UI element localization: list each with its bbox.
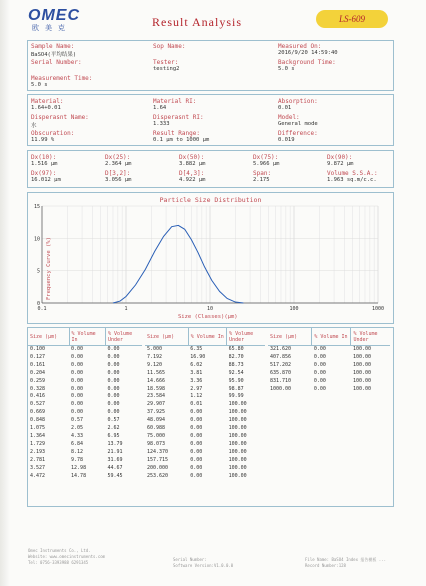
table-cell: 82.70: [228, 353, 244, 360]
table-cell: 98.87: [228, 385, 244, 392]
column-header: % Volume In: [188, 328, 226, 346]
material-ri-label: Material RI:: [153, 98, 197, 105]
table-cell: 0.00: [107, 377, 120, 384]
dx10-label: Dx(10):: [31, 154, 57, 161]
column-header: Size (μm): [268, 328, 312, 346]
table-cell: 6.95: [107, 432, 120, 439]
table-row: [145, 386, 265, 394]
table-row: [145, 417, 265, 425]
table-cell: 16.90: [190, 353, 206, 360]
table-cell: 0.127: [30, 353, 46, 360]
table-cell: 0.00: [190, 448, 203, 455]
measurement-time-label: Measurement Time:: [31, 75, 93, 82]
table-row: [145, 457, 265, 465]
table-row: [145, 465, 265, 473]
table-cell: 31.69: [107, 456, 123, 463]
dx25-value: 2.364 μm: [105, 161, 132, 167]
table-row: [145, 378, 265, 386]
material-panel: [27, 94, 394, 146]
table-cell: 100.00: [352, 377, 371, 384]
table-cell: 0.00: [71, 346, 84, 352]
table-cell: 2.97: [190, 385, 203, 392]
table-cell: 0.00: [107, 369, 120, 376]
table-row: [28, 346, 142, 354]
dx10-value: 1.516 μm: [31, 161, 58, 167]
dispersant-ri-value: 1.333: [153, 121, 170, 127]
table-row: [145, 433, 265, 441]
table-cell: 0.00: [107, 353, 120, 360]
d43-value: 4.922 μm: [179, 177, 206, 183]
company-logo: [28, 7, 100, 31]
table-cell: 18.598: [147, 385, 166, 392]
table-cell: 0.57: [71, 417, 84, 424]
dispersant-name-value: 水: [31, 123, 37, 129]
table-cell: 100.00: [352, 369, 371, 376]
x-tick-label: 100: [289, 306, 299, 312]
table-cell: 0.00: [107, 409, 120, 416]
sample-info-panel: [27, 40, 394, 91]
table-cell: 2.781: [30, 456, 46, 463]
column-header: Size (μm): [28, 328, 69, 346]
obscuration-label: Obscuration:: [31, 130, 75, 137]
material-ri-value: 1.64: [153, 105, 167, 111]
material-label: Material:: [31, 98, 64, 105]
table-cell: 99.99: [228, 393, 244, 400]
x-tick-label: 1: [124, 306, 128, 312]
absorption-value: 0.01: [278, 105, 292, 111]
x-tick-label: 10: [206, 306, 214, 312]
table-cell: 13.79: [107, 440, 123, 447]
table-cell: 0.00: [313, 369, 326, 376]
table-cell: 100.00: [352, 385, 371, 392]
table-header-row: [145, 328, 265, 346]
table-row: [28, 401, 142, 409]
span-label: Span:: [253, 170, 272, 177]
table-cell: 3.36: [190, 377, 203, 384]
table-cell: 95.90: [228, 377, 244, 384]
table-cell: 100.00: [352, 361, 371, 368]
table-cell: 0.416: [30, 393, 46, 400]
measurement-time-value: 5.0 s: [31, 82, 48, 88]
table-cell: 0.00: [190, 456, 203, 463]
column-header: % Volume In: [312, 328, 351, 346]
dx97-label: Dx(97):: [31, 170, 57, 177]
table-cell: 65.80: [228, 346, 244, 352]
table-row: [268, 362, 390, 370]
tester-label: Tester:: [153, 59, 179, 66]
sample-name-label: Sample Name:: [31, 43, 75, 50]
table-cell: 100.00: [352, 346, 371, 352]
column-header: % Volume In: [69, 328, 105, 346]
dx25-label: Dx(25):: [105, 154, 131, 161]
frequency-curve: [113, 225, 243, 303]
table-cell: 157.715: [147, 456, 169, 463]
table-cell: 7.192: [147, 353, 163, 360]
size-table-2: [145, 328, 265, 480]
d43-label: D[4,3]:: [179, 170, 205, 177]
table-row: [28, 362, 142, 370]
material-value: 1.64+0.01: [31, 105, 61, 111]
particle-size-chart: [28, 193, 393, 323]
background-time-value: 5.0 s: [278, 66, 295, 72]
table-cell: 60.988: [147, 425, 166, 432]
table-cell: 0.259: [30, 377, 46, 384]
table-cell: 0.161: [30, 361, 46, 368]
table-cell: 0.00: [71, 377, 84, 384]
table-cell: 12.98: [71, 464, 87, 471]
obscuration-value: 11.99 %: [31, 137, 55, 143]
model-value: General mode: [278, 121, 318, 127]
table-row: [28, 457, 142, 465]
table-cell: 0.00: [190, 425, 203, 432]
table-row: [268, 370, 390, 378]
table-cell: 6.02: [190, 361, 203, 368]
table-header-row: [268, 328, 390, 346]
table-cell: 100.00: [352, 353, 371, 360]
size-table-1: [28, 328, 142, 480]
x-tick-label: 1000: [371, 306, 385, 312]
table-row: [268, 386, 390, 394]
x-tick-label: 0.1: [37, 306, 47, 312]
table-cell: 4.33: [71, 432, 84, 439]
table-cell: 75.000: [147, 432, 166, 439]
column-header: % Volume Under: [106, 328, 143, 346]
table-cell: 100.00: [228, 432, 247, 439]
table-cell: 1.729: [30, 440, 46, 447]
table-cell: 100.00: [228, 440, 247, 447]
table-cell: 100.00: [228, 425, 247, 432]
table-row: [145, 370, 265, 378]
y-tick-label: 15: [33, 204, 40, 210]
table-header-row: [28, 328, 142, 346]
table-cell: 0.00: [190, 464, 203, 471]
table-cell: 88.73: [228, 361, 244, 368]
table-cell: 0.00: [107, 393, 120, 400]
table-row: [28, 370, 142, 378]
table-row: [145, 441, 265, 449]
footer-serial: Serial Number:: [173, 557, 207, 562]
table-cell: 0.00: [71, 409, 84, 416]
chart-panel: [27, 192, 394, 324]
sop-name-label: Sop Name:: [153, 43, 186, 50]
tester-value: testing2: [153, 66, 180, 72]
table-row: [28, 441, 142, 449]
table-cell: 37.925: [147, 409, 166, 416]
table-cell: 0.00: [71, 385, 84, 392]
table-cell: 0.01: [190, 401, 203, 408]
table-row: [145, 362, 265, 370]
logo-chinese: 欧 美 克: [32, 25, 67, 32]
model-label: Model:: [278, 114, 300, 121]
table-row: [145, 346, 265, 354]
difference-value: 0.019: [278, 137, 295, 143]
dx75-value: 5.966 μm: [253, 161, 280, 167]
d32-label: D[3,2]:: [105, 170, 131, 177]
y-axis-label: Frequency Curve (%): [46, 237, 52, 300]
x-axis-label: Size (Classes)(μm): [178, 314, 238, 320]
table-cell: 321.620: [270, 346, 292, 352]
table-row: [28, 378, 142, 386]
table-row: [145, 449, 265, 457]
table-row: [268, 346, 390, 354]
chart-title: Particle Size Distribution: [159, 196, 262, 204]
table-cell: 407.856: [270, 353, 292, 360]
volume-ssa-value: 1.963 sq.m/c.c.: [327, 177, 377, 183]
table-row: [28, 465, 142, 473]
span-value: 2.175: [253, 177, 270, 183]
statistics-panel: [27, 150, 394, 188]
table-cell: 0.669: [30, 409, 46, 416]
dx50-value: 3.882 μm: [179, 161, 206, 167]
table-row: [268, 354, 390, 362]
footer-website: Website: www.omecinstruments.com: [28, 554, 106, 559]
table-cell: 100.00: [228, 409, 247, 416]
model-badge: LS-609: [316, 10, 388, 28]
measured-on-value: 2016/9/20 14:59:40: [278, 50, 338, 56]
table-cell: 100.00: [228, 464, 247, 471]
table-cell: 8.12: [71, 448, 84, 455]
table-row: [145, 409, 265, 417]
background-time-label: Background Time:: [278, 59, 336, 66]
table-row: [28, 417, 142, 425]
table-cell: 92.54: [228, 369, 244, 376]
footer-software: Software Version:V1.0.0.0: [173, 563, 234, 568]
table-cell: 100.00: [228, 456, 247, 463]
dx90-value: 9.872 μm: [327, 161, 354, 167]
table-cell: 0.00: [313, 353, 326, 360]
table-cell: 100.00: [228, 401, 247, 408]
table-cell: 2.62: [107, 425, 120, 432]
report-title: Result Analysis: [152, 15, 243, 29]
sample-name-value: BaSO4(平均结果): [31, 52, 77, 58]
logo-wordmark: OMEC: [28, 7, 80, 24]
table-cell: 59.45: [107, 472, 123, 479]
result-range-value: 0.1 μm to 1000 μm: [153, 137, 210, 143]
table-cell: 1.364: [30, 432, 46, 439]
table-cell: 98.073: [147, 440, 166, 447]
table-row: [28, 449, 142, 457]
y-tick-label: 0: [36, 301, 40, 307]
table-row: [28, 425, 142, 433]
table-cell: 6.84: [71, 440, 84, 447]
volume-ssa-label: Volume S.S.A.:: [327, 170, 378, 177]
table-cell: 0.00: [313, 377, 326, 384]
table-row: [28, 386, 142, 394]
dispersant-name-label: Disperasnt Name:: [31, 114, 89, 121]
table-row: [28, 433, 142, 441]
table-cell: 0.204: [30, 369, 46, 376]
table-cell: 1000.00: [270, 385, 292, 392]
table-cell: 0.527: [30, 401, 46, 408]
table-cell: 253.620: [147, 472, 169, 479]
serial-number-label: Serial Number:: [31, 59, 82, 66]
table-cell: 0.00: [313, 346, 326, 352]
absorption-label: Absorption:: [278, 98, 318, 105]
table-row: [145, 473, 265, 481]
table-cell: 124.370: [147, 448, 169, 455]
page-fold-shadow: [0, 0, 10, 586]
table-row: [145, 393, 265, 401]
y-tick-label: 5: [36, 268, 40, 275]
table-row: [28, 473, 142, 481]
table-cell: 0.00: [190, 432, 203, 439]
table-cell: 2.193: [30, 448, 46, 455]
table-cell: 1.075: [30, 425, 46, 432]
table-cell: 0.00: [190, 472, 203, 479]
table-cell: 0.00: [313, 385, 326, 392]
table-cell: 635.870: [270, 369, 292, 376]
table-cell: 3.527: [30, 464, 46, 471]
table-cell: 100.00: [228, 417, 247, 424]
table-cell: 0.00: [190, 440, 203, 447]
table-cell: 200.000: [147, 464, 169, 471]
table-row: [28, 409, 142, 417]
column-header: Size (μm): [145, 328, 188, 346]
table-cell: 0.00: [71, 361, 84, 368]
table-cell: 4.472: [30, 472, 46, 479]
table-cell: 0.00: [313, 361, 326, 368]
table-row: [145, 354, 265, 362]
table-cell: 0.00: [107, 346, 120, 352]
table-cell: 0.57: [107, 417, 120, 424]
table-cell: 0.00: [107, 361, 120, 368]
table-cell: 9.120: [147, 361, 163, 368]
table-cell: 0.00: [71, 393, 84, 400]
table-cell: 44.67: [107, 464, 123, 471]
footer-record: Record Number:128: [305, 563, 346, 568]
table-cell: 0.00: [71, 369, 84, 376]
dispersant-ri-label: Disperasnt RI:: [153, 114, 204, 121]
dx97-value: 16.012 μm: [31, 177, 61, 183]
difference-label: Difference:: [278, 130, 318, 137]
table-cell: 0.100: [30, 346, 46, 352]
column-header: % Volume Under: [351, 328, 390, 346]
table-cell: 0.00: [71, 401, 84, 408]
result-range-label: Result Range:: [153, 130, 200, 137]
table-cell: 0.00: [107, 385, 120, 392]
dx75-label: Dx(75):: [253, 154, 279, 161]
table-cell: 0.848: [30, 417, 46, 424]
table-cell: 6.35: [190, 346, 203, 352]
dx90-label: Dx(90):: [327, 154, 353, 161]
table-cell: 0.328: [30, 385, 46, 392]
table-cell: 100.00: [228, 472, 247, 479]
table-cell: 2.05: [71, 425, 84, 432]
table-cell: 29.907: [147, 401, 166, 408]
measured-on-label: Measured On:: [278, 43, 322, 50]
table-cell: 5.000: [147, 346, 163, 352]
column-header: % Volume Under: [227, 328, 265, 346]
table-cell: 831.710: [270, 377, 292, 384]
table-cell: 0.00: [190, 417, 203, 424]
footer-company: Omec Instruments Co., Ltd.: [28, 548, 91, 553]
d32-value: 3.056 μm: [105, 177, 132, 183]
table-cell: 11.565: [147, 369, 166, 376]
y-tick-label: 10: [33, 236, 40, 243]
table-cell: 14.666: [147, 377, 166, 384]
size-table-3: [268, 328, 390, 393]
table-cell: 23.584: [147, 393, 166, 400]
footer-phone: Tel: 0756-3393988 6291345: [28, 560, 89, 565]
table-cell: 14.78: [71, 472, 87, 479]
footer-file: File Name: BaSO4 Index 报告模板 ...: [305, 557, 387, 562]
table-cell: 3.81: [190, 369, 203, 376]
table-cell: 1.12: [190, 393, 203, 400]
table-cell: 517.202: [270, 361, 292, 368]
table-cell: 100.00: [228, 448, 247, 455]
table-cell: 0.00: [107, 401, 120, 408]
table-row: [28, 393, 142, 401]
table-row: [28, 354, 142, 362]
dx50-label: Dx(50):: [179, 154, 205, 161]
table-cell: 21.91: [107, 448, 123, 455]
table-cell: 0.00: [190, 409, 203, 416]
table-cell: 48.094: [147, 417, 166, 424]
table-cell: 9.78: [71, 456, 84, 463]
table-cell: 0.00: [71, 353, 84, 360]
table-row: [145, 425, 265, 433]
table-row: [268, 378, 390, 386]
table-row: [145, 401, 265, 409]
